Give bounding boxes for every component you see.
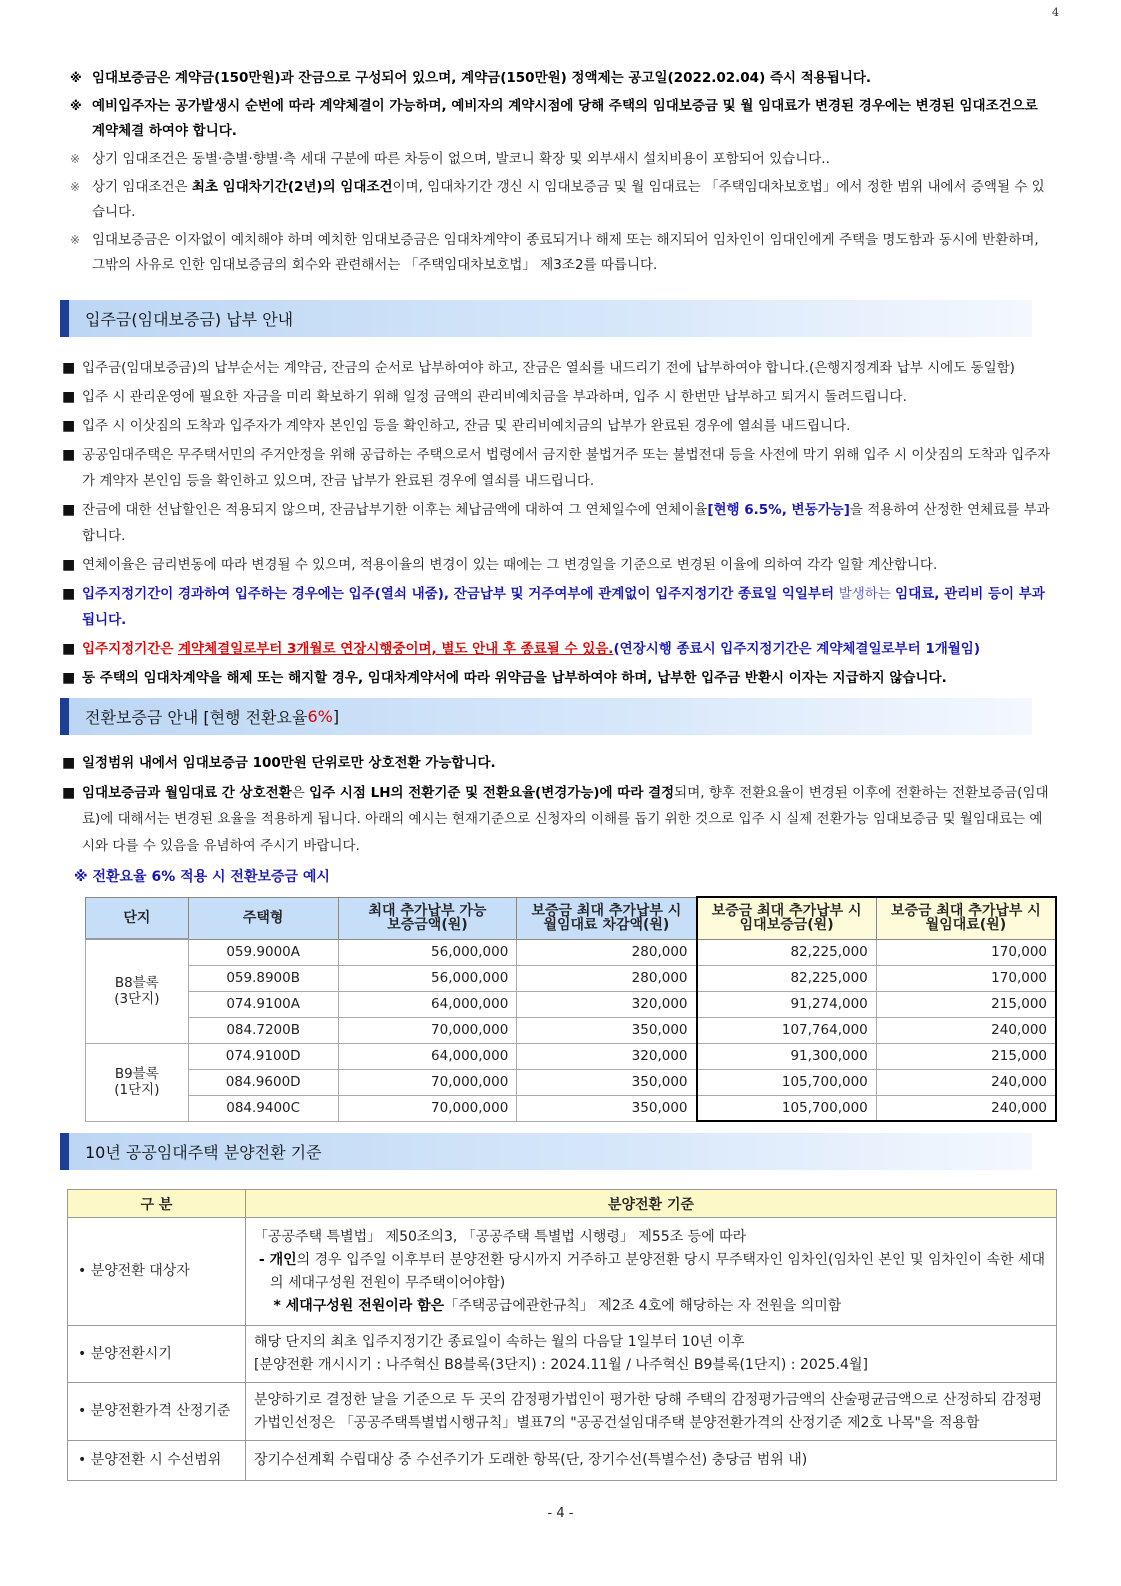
bullet-text	[82, 750, 496, 777]
amount-cell: 320,000	[517, 1043, 697, 1069]
bullet-item	[62, 384, 1052, 410]
text-run: 예비입주자는 공가발생시 순번에 따라 계약체결이 가능하며, 예비자의 계약시점에 당해 주택의 임대보증금 및 월 임대료가 변경된 경우에는 변경된 임대조건으로 계약체결 하여야 합니다.	[92, 98, 1038, 139]
square-bullet-icon: ■	[62, 389, 76, 405]
note-item	[70, 94, 1050, 144]
page-number-top: 4	[1052, 6, 1059, 19]
table-row	[68, 1326, 1057, 1383]
unit-type-cell: 059.9000A	[188, 939, 338, 965]
bullet-text	[82, 384, 907, 410]
row-label: • 분양전환가격 산정기준	[68, 1383, 246, 1441]
table-header-row	[68, 1190, 1057, 1218]
bullet-text	[82, 442, 1052, 494]
section-title-rate: 6%	[307, 707, 333, 726]
sale-conversion-table	[67, 1189, 1057, 1481]
amount-cell: 350,000	[517, 1069, 697, 1095]
amount-cell: 82,225,000	[697, 965, 877, 991]
text-run: 임대보증금은 계약금(150만원)과 잔금으로 구성되어 있으며, 계약금(150만원) 정액제는 공고일(2022.02.04) 즉시 적용됩니다.	[92, 70, 872, 86]
complex-cell: B8블록 (3단지)	[86, 939, 189, 1043]
text-run: 입주 시점 LH의 전환기준 및 전환요율(변경가능)에 따라 결정	[309, 784, 675, 801]
amount-cell: 56,000,000	[338, 965, 517, 991]
content-line	[254, 1331, 1048, 1354]
section-title-prefix: 전환보증금 안내 [현행 전환요율	[85, 708, 308, 727]
bullet-item	[62, 442, 1052, 494]
amount-cell: 70,000,000	[338, 1095, 517, 1121]
text-run: (연장시행 종료시 입주지정기간은 계약체결일로부터 1개월임)	[613, 641, 981, 657]
amount-cell: 105,700,000	[697, 1095, 877, 1121]
amount-cell: 91,300,000	[697, 1043, 877, 1069]
unit-type-cell: 084.7200B	[188, 1017, 338, 1043]
amount-cell: 82,225,000	[697, 939, 877, 965]
table-row	[86, 1069, 1057, 1095]
section-header-conversion-deposit	[60, 698, 1032, 735]
square-bullet-icon: ■	[62, 586, 76, 602]
column-header: 단지	[86, 897, 189, 939]
text-run: 은	[291, 784, 310, 801]
text-run: 최초 임대차기간(2년)의 임대조건	[191, 179, 393, 195]
bullet-text	[82, 413, 850, 439]
table-row	[86, 1043, 1057, 1069]
text-run: 상기 임대조건은 동별·층별·향별·측 세대 구분에 따른 차등이 없으며, 발코니 확장 및 외부새시 설치비용이 포함되어 있습니다..	[92, 151, 830, 167]
amount-cell: 91,274,000	[697, 991, 877, 1017]
page-footer: - 4 -	[547, 1506, 574, 1521]
bullet-item	[62, 552, 1052, 578]
text-run: 개인	[269, 1251, 297, 1268]
amount-cell: 105,700,000	[697, 1069, 877, 1095]
conversion-example-table	[85, 896, 1057, 1122]
amount-cell: 107,764,000	[697, 1017, 877, 1043]
bullet-text	[82, 581, 1052, 633]
text-run: 분양하기로 결정한 날을 기준으로 두 곳의 감정평가법인이 평가한 당해 주택의 감정평가금액의 산술평균금액으로 산정하되 감정평가법인선정은 「공공주택특별법시행규칙」별표7의 "공공건설임대주택 분양전환가격의 산정기준 제2호 나목"을 적용함	[254, 1391, 1043, 1431]
section-title: 10년 공공임대주택 분양전환 기준	[85, 1143, 322, 1162]
unit-type-cell: 074.9100A	[188, 991, 338, 1017]
row-content	[246, 1218, 1057, 1326]
text-run: 입주 시 관리운영에 필요한 자금을 미리 확보하기 위해 일정 금액의 관리비예치금을 부과하며, 입주 시 한번만 납부하고 퇴거시 돌려드립니다.	[82, 389, 907, 405]
amount-cell: 280,000	[517, 965, 697, 991]
bullet-item	[62, 780, 1052, 860]
text-run: -	[254, 1251, 270, 1268]
column-header: 보증금 최대 추가납부 시 월임대료(원)	[876, 897, 1056, 939]
bullet-text	[82, 552, 937, 578]
notes-list	[70, 66, 1050, 281]
amount-cell: 350,000	[517, 1017, 697, 1043]
text-run: 입주금(임대보증금)의 납부순서는 계약금, 잔금의 순서로 납부하여야 하고, 잔금은 열쇠를 내드리기 전에 납부하여야 합니다.(은행지정계좌 납부 시에도 동일함)	[82, 360, 1015, 376]
amount-cell: 70,000,000	[338, 1069, 517, 1095]
table-row	[68, 1218, 1057, 1326]
row-content	[246, 1383, 1057, 1441]
text-run: 동 주택의 임대차계약을 해제 또는 해지할 경우, 임대차계약서에 따라 위약금을 납부하여야 하며, 납부한 입주금 반환시 이자는 지급하지 않습니다.	[82, 670, 947, 686]
text-run: [현행 6.5%, 변동가능]	[707, 502, 850, 518]
unit-type-cell: 084.9600D	[188, 1069, 338, 1095]
square-bullet-icon: ■	[62, 670, 76, 686]
amount-cell: 70,000,000	[338, 1017, 517, 1043]
text-run: 입주지정기간이 경과하여 입주하는 경우에는 입주(열쇠 내줌), 잔금납부 및 거주여부에 관계없이 입주지정기간 종료일 익일부터	[82, 586, 839, 602]
table-row	[86, 939, 1057, 965]
row-label: • 분양전환시기	[68, 1326, 246, 1383]
reference-mark: ※	[70, 71, 82, 85]
note-item	[70, 147, 1050, 172]
bullet-text	[82, 636, 980, 662]
amount-cell: 280,000	[517, 939, 697, 965]
content-line	[254, 1449, 1048, 1472]
unit-type-cell: 059.8900B	[188, 965, 338, 991]
text-run: 이며, 임대차기간 갱신 시 임대보증금 및 월 임대료는 「주택임대차보호법」에서 정한 범위 내에서 증액될 수 있습니다.	[92, 179, 1045, 220]
text-run: 잔금에 대한 선납할인은 적용되지 않으며, 잔금납부기한 이후는 체납금액에 대하여 그 연체일수에 연체이율	[82, 502, 708, 518]
bullet-item	[62, 413, 1052, 439]
amount-cell: 240,000	[876, 1069, 1056, 1095]
reference-mark: ※	[70, 99, 82, 113]
square-bullet-icon: ■	[62, 755, 76, 771]
table-row	[86, 1095, 1057, 1121]
note-text	[92, 66, 871, 91]
bullet-text	[82, 355, 1015, 381]
square-bullet-icon: ■	[62, 447, 76, 463]
content-line	[254, 1354, 1048, 1377]
text-run: 상기 임대조건은	[92, 179, 192, 195]
amount-cell: 240,000	[876, 1017, 1056, 1043]
note-item	[70, 175, 1050, 225]
section-title: 입주금(임대보증금) 납부 안내	[85, 310, 294, 329]
text-run: 입주지정기간은	[82, 641, 178, 657]
bullet-item	[62, 750, 1052, 777]
conversion-list	[62, 750, 1052, 862]
column-header: 최대 추가납부 가능 보증금액(원)	[338, 897, 517, 939]
text-run: 계약체결일로부터 3개월로 연장시행중이며, 별도 안내 후 종료될 수 있음.	[178, 641, 614, 657]
reference-mark: ※	[70, 180, 81, 194]
amount-cell: 215,000	[876, 1043, 1056, 1069]
unit-type-cell: 074.9100D	[188, 1043, 338, 1069]
text-run: [분양전환 개시시기 : 나주혁신 B8블록(3단지) : 2024.11월 / 나주혁신 B9블록(1단지) : 2025.4월]	[254, 1357, 868, 1373]
note-text	[92, 94, 1050, 144]
text-run: 의 경우 입주일 이후부터 분양전환 당시까지 거주하고 분양전환 당시 무주택자인 임차인(임차인 본인 및 임차인이 속한 세대의 세대구성원 전원이 무주택이어야함)	[270, 1251, 1046, 1291]
row-content	[246, 1326, 1057, 1383]
amount-cell: 215,000	[876, 991, 1056, 1017]
deposit-payment-list	[62, 355, 1052, 694]
text-run: 일정범위 내에서 임대보증금 100만원 단위로만 상호전환 가능합니다.	[82, 755, 496, 771]
amount-cell: 64,000,000	[338, 991, 517, 1017]
section-header-deposit-payment	[60, 300, 1032, 337]
square-bullet-icon: ■	[62, 502, 76, 518]
column-header: 보증금 최대 추가납부 시 임대보증금(원)	[697, 897, 877, 939]
row-label: • 분양전환 대상자	[68, 1218, 246, 1326]
text-run: 을 적용하여 산정한 연체료를 부과합니다.	[82, 502, 1050, 544]
square-bullet-icon: ■	[62, 641, 76, 657]
amount-cell: 170,000	[876, 939, 1056, 965]
content-line	[254, 1295, 1048, 1318]
table-row	[68, 1383, 1057, 1441]
square-bullet-icon: ■	[62, 360, 76, 376]
note-text	[92, 228, 1050, 278]
square-bullet-icon: ■	[62, 557, 76, 573]
row-content	[246, 1441, 1057, 1481]
text-run: * 세대구성원 전원이라 함은	[254, 1297, 445, 1314]
note-item	[70, 66, 1050, 91]
row-label: • 분양전환 시 수선범위	[68, 1441, 246, 1481]
amount-cell: 64,000,000	[338, 1043, 517, 1069]
bullet-item	[62, 497, 1052, 549]
table-row	[86, 1017, 1057, 1043]
bullet-item	[62, 636, 1052, 662]
text-run: 임대료, 관리비 등이 부과됩니다.	[82, 586, 1045, 628]
note-item	[70, 228, 1050, 278]
text-run: 입주 시 이삿짐의 도착과 입주자가 계약자 본인임 등을 확인하고, 잔금 및 관리비예치금의 납부가 완료된 경우에 열쇠를 내드립니다.	[82, 418, 851, 434]
content-line	[254, 1389, 1048, 1435]
unit-type-cell: 084.9400C	[188, 1095, 338, 1121]
section-header-sale-conversion	[60, 1133, 1032, 1170]
text-run: 연체이율은 금리변동에 따라 변경될 수 있으며, 적용이율의 변경이 있는 때에는 그 변경일을 기준으로 변경된 이율에 의하여 각각 일할 계산합니다.	[82, 557, 938, 573]
text-run: 「주택공급에관한규칙」 제2조 4호에 해당하는 자 전원을 의미함	[444, 1297, 842, 1314]
column-header: 구 분	[68, 1190, 246, 1218]
text-run: 임대보증금은 이자없이 예치해야 하며 예치한 임대보증금은 임대차계약이 종료되거나 해제 또는 해지되어 임차인이 임대인에게 주택을 명도함과 동시에 반환하며, 그밖의 사유로 인한 임대보증금의 회수와 관련해서는 「주택임대차보호법」 제3조2를 따릅니다.	[92, 232, 1039, 273]
column-header: 보증금 최대 추가납부 시 월임대료 차감액(원)	[517, 897, 697, 939]
table-row	[86, 965, 1057, 991]
square-bullet-icon: ■	[62, 784, 76, 801]
content-line	[254, 1226, 1048, 1249]
reference-mark: ※	[70, 152, 81, 166]
text-run: 장기수선계획 수립대상 중 수선주기가 도래한 항목(단, 장기수선(특별수선) 충당금 범위 내)	[254, 1452, 808, 1468]
table-row	[86, 991, 1057, 1017]
amount-cell: 320,000	[517, 991, 697, 1017]
column-header: 분양전환 기준	[246, 1190, 1057, 1218]
table-header-row	[86, 897, 1057, 939]
text-run: 해당 단지의 최초 입주지정기간 종료일이 속하는 월의 다음달 1일부터 10년 이후	[254, 1334, 745, 1350]
text-run: 임대보증금과 월임대료 간 상호전환	[82, 784, 292, 801]
bullet-item	[62, 581, 1052, 633]
note-text	[92, 147, 830, 172]
text-run: 되며, 향후 전환요율이 변경된 이후에 전환하는 전환보증금(임대료)에 대해서는 변경된 요율을 적용하게 됩니다. 아래의 예시는 현재기준으로 신청자의 이해를 돕기 위한 것으로 입주 시 실제 전환가능 임대보증금 및 월임대료는 예시와 다를 수 있음을 유념하여 주시기 바랍니다.	[82, 784, 1049, 854]
text-run: 발생하는	[838, 586, 896, 602]
bullet-item	[62, 355, 1052, 381]
amount-cell: 240,000	[876, 1095, 1056, 1121]
content-line	[254, 1249, 1048, 1295]
amount-cell: 170,000	[876, 965, 1056, 991]
bullet-text	[82, 497, 1052, 549]
text-run: 공공임대주택은 무주택서민의 주거안정을 위해 공급하는 주택으로서 법령에서 금지한 불법거주 또는 불법전대 등을 사전에 막기 위해 입주 시 이삿짐의 도착과 입주자가 계약자 본인임 등을 확인하고 있으며, 잔금 납부가 완료된 경우에 열쇠를 내드립니다.	[82, 447, 1051, 489]
bullet-item	[62, 665, 1052, 691]
text-run: 「공공주택 특별법」 제50조의3, 「공공주택 특별법 시행령」 제55조 등에 따라	[254, 1228, 747, 1245]
bullet-text	[82, 665, 947, 691]
complex-cell: B9블록 (1단지)	[86, 1043, 189, 1121]
reference-mark: ※	[70, 233, 81, 247]
note-text	[92, 175, 1050, 225]
table-row	[68, 1441, 1057, 1481]
square-bullet-icon: ■	[62, 418, 76, 434]
bullet-text	[82, 780, 1052, 860]
example-title: ※ 전환요율 6% 적용 시 전환보증금 예시	[74, 869, 330, 885]
column-header: 주택형	[188, 897, 338, 939]
amount-cell: 350,000	[517, 1095, 697, 1121]
amount-cell: 56,000,000	[338, 939, 517, 965]
section-title-suffix: ]	[332, 707, 340, 726]
